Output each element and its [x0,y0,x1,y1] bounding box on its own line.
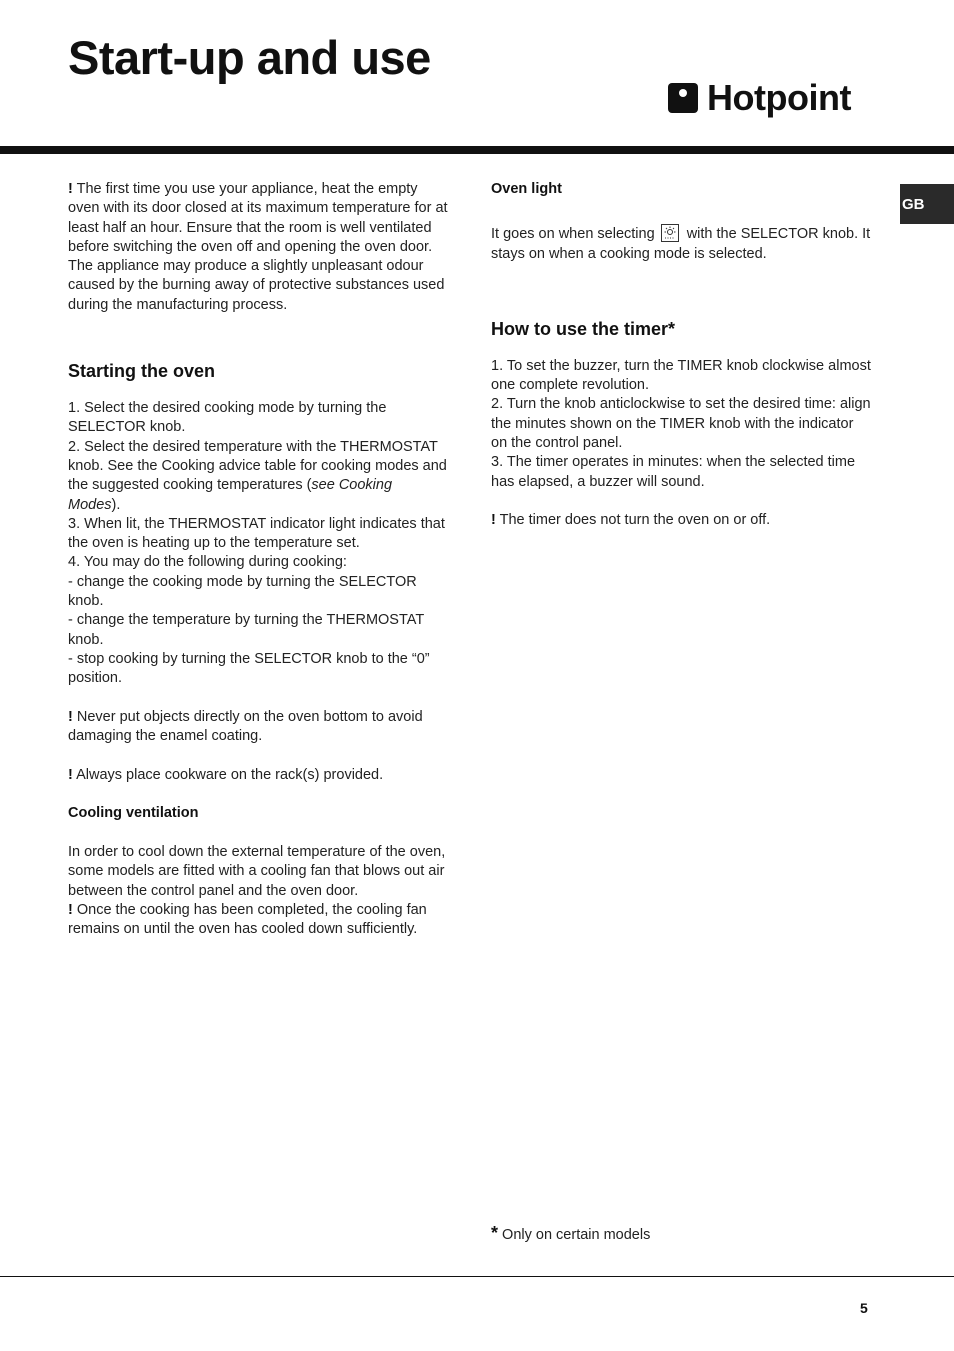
warning-rack-text: Always place cookware on the rack(s) provided. [76,766,384,783]
cooling-warning [68,901,448,940]
step-4: 4. You may do the following during cooking: [68,554,347,571]
cooking-modes-reference: see Cooking Modes [68,477,393,513]
cooling-text: In order to cool down the external temperature of the oven, some models are fitted with a cooling fan that blows out air between the control panel and the oven door. [68,843,446,899]
warning-mark: ! [68,766,73,783]
warning-oven-bottom-text: Never put objects directly on the oven bottom to avoid damaging the enamel coating. [68,708,423,745]
page-title: Start-up and use [68,31,431,84]
timer-step-3: 3. The timer operates in minutes: when the selected time has elapsed, a buzzer will sound. [491,454,856,490]
warning-mark: ! [491,512,496,529]
oven-light-text [491,224,871,264]
step-4a: - change the cooking mode by turning the SELECTOR knob. [68,573,417,610]
brand-logo [668,78,851,118]
timer-step-2: 2. Turn the knob anticlockwise to set the desired time: align the minutes shown on the TIMER knob with the indicator on the control panel. [491,396,871,452]
timer-heading: How to use the timer* [491,318,676,339]
timer-warning-text: The timer does not turn the oven on or off. [499,512,771,529]
page-number: 5 [860,1300,868,1316]
brand-name: Hotpoint [707,77,851,118]
oven-light-icon [661,224,679,242]
intro-paragraph [68,180,448,315]
intro-text: The first time you use your appliance, heat the empty oven with its door closed at its maximum temperature for at least half an hour. Ensure that the room is well ventilated before switching the oven off and opening the oven door. The appliance may produce a slightly unpleasant odour caused by the burning away of protective substances used during the manufacturing process. [68,181,448,313]
cooling-warning-text: Once the cooking has been completed, the cooling fan remains on until the oven has cooled down sufficiently. [68,901,427,938]
left-column [68,180,448,939]
footnote-text: Only on certain models [502,1227,651,1243]
right-column [491,180,871,531]
warning-mark: ! [68,181,73,197]
oven-light-heading: Oven light [491,181,562,197]
warning-mark: ! [68,708,73,725]
step-2-end: ). [111,496,121,513]
oven-light-text-end: with the SELECTOR knob. It stays on when a cooking mode is selected. [491,226,871,262]
cooling-ventilation-heading: Cooling ventilation [68,805,199,822]
warning-mark: ! [68,901,73,918]
warning-rack [68,766,448,785]
timer-step-1: 1. To set the buzzer, turn the TIMER knob clockwise almost one complete revolution. [491,357,871,394]
step-2 [68,438,448,515]
header-divider [0,146,954,154]
step-1: 1. Select the desired cooking mode by turning the SELECTOR knob. [68,400,387,436]
timer-warning [491,511,871,530]
step-4b: - change the temperature by turning the THERMOSTAT knob. [68,612,424,648]
step-4c: - stop cooking by turning the SELECTOR knob to the “0” position. [68,650,430,687]
starting-oven-heading: Starting the oven [68,361,216,382]
oven-light-text-start: It goes on when selecting [491,226,655,243]
step-2-text: 2. Select the desired temperature with the THERMOSTAT knob. See the Cooking advice table for cooking modes and the suggested cooking temperatures ( [68,438,447,494]
footnote [491,1223,650,1244]
footnote-mark: * [491,1223,499,1243]
footer-divider [0,1276,954,1277]
brand-logo-mark [668,83,698,113]
step-3: 3. When lit, the THERMOSTAT indicator light indicates that the oven is heating up to the temperature set. [68,515,445,552]
warning-oven-bottom [68,708,448,747]
language-tab: GB [900,184,954,224]
